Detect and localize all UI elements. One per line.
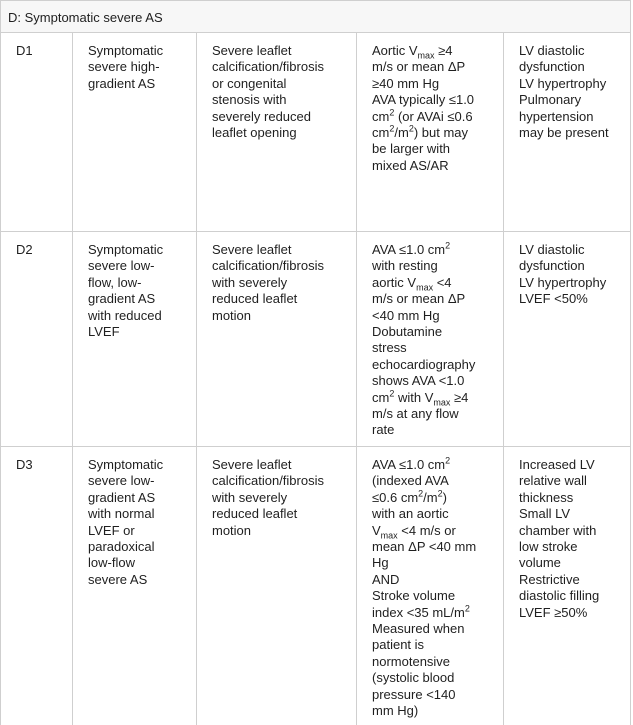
stage-cell: D3 <box>16 457 33 472</box>
definition-cell: Symptomatic severe low- flow, low- gradient AS with reduced LVEF <box>72 232 196 446</box>
stage-cell: D2 <box>16 242 33 257</box>
consequences-cell: Increased LV relative wall thickness Small LV chamber with low stroke volume Restrictive diastolic filling LVEF ≥50% <box>503 447 632 725</box>
table-row-d1 <box>0 33 631 232</box>
definition-cell: Symptomatic severe high- gradient AS <box>72 33 196 231</box>
table-header <box>0 0 631 33</box>
anatomy-cell: Severe leaflet calcification/fibrosis with severely reduced leaflet motion <box>196 447 356 725</box>
anatomy-cell: Severe leaflet calcification/fibrosis with severely reduced leaflet motion <box>196 232 356 446</box>
header-title: D: Symptomatic severe AS <box>8 10 163 25</box>
hemodynamics-cell: AVA ≤1.0 $cm^2$ (indexed AVA ≤0.6 $cm^2/m^2$) with an aortic $V_{max} <4$ m/s or mean ΔP <40 mm Hg AND Stroke volume index <35 $mL/m^2$ Measured when patient is normotensive (systolic blood pressure <140 mm Hg) <box>356 447 503 725</box>
stage-cell: D1 <box>16 43 33 58</box>
anatomy-cell: Severe leaflet calcification/fibrosis or congenital stenosis with severely reduced leaflet opening <box>196 33 356 231</box>
table-row-d3 <box>0 447 631 725</box>
consequences-cell: LV diastolic dysfunction LV hypertrophy Pulmonary hypertension may be present <box>503 33 632 231</box>
definition-cell: Symptomatic severe low- gradient AS with normal LVEF or paradoxical low-flow severe AS <box>72 447 196 725</box>
hemodynamics-cell: AVA ≤1.0 $cm^2$ with resting aortic $V_{max} <4$ m/s or mean ΔP <40 mm Hg Dobutamine stress echocardiography shows AVA <1.0 $cm^2$ with $V_{max} \ge 4$ m/s at any flow rate <box>356 232 503 446</box>
hemodynamics-cell: Aortic $V_{max} \ge 4$ m/s or mean ΔP ≥40 mm Hg AVA typically ≤1.0 $cm^2$ (or AVAi ≤0.6 $cm^2/m^2$) but may be larger with mixed AS/AR <box>356 33 503 231</box>
consequences-cell: LV diastolic dysfunction LV hypertrophy LVEF <50% <box>503 232 632 446</box>
table-row-d2 <box>0 232 631 447</box>
